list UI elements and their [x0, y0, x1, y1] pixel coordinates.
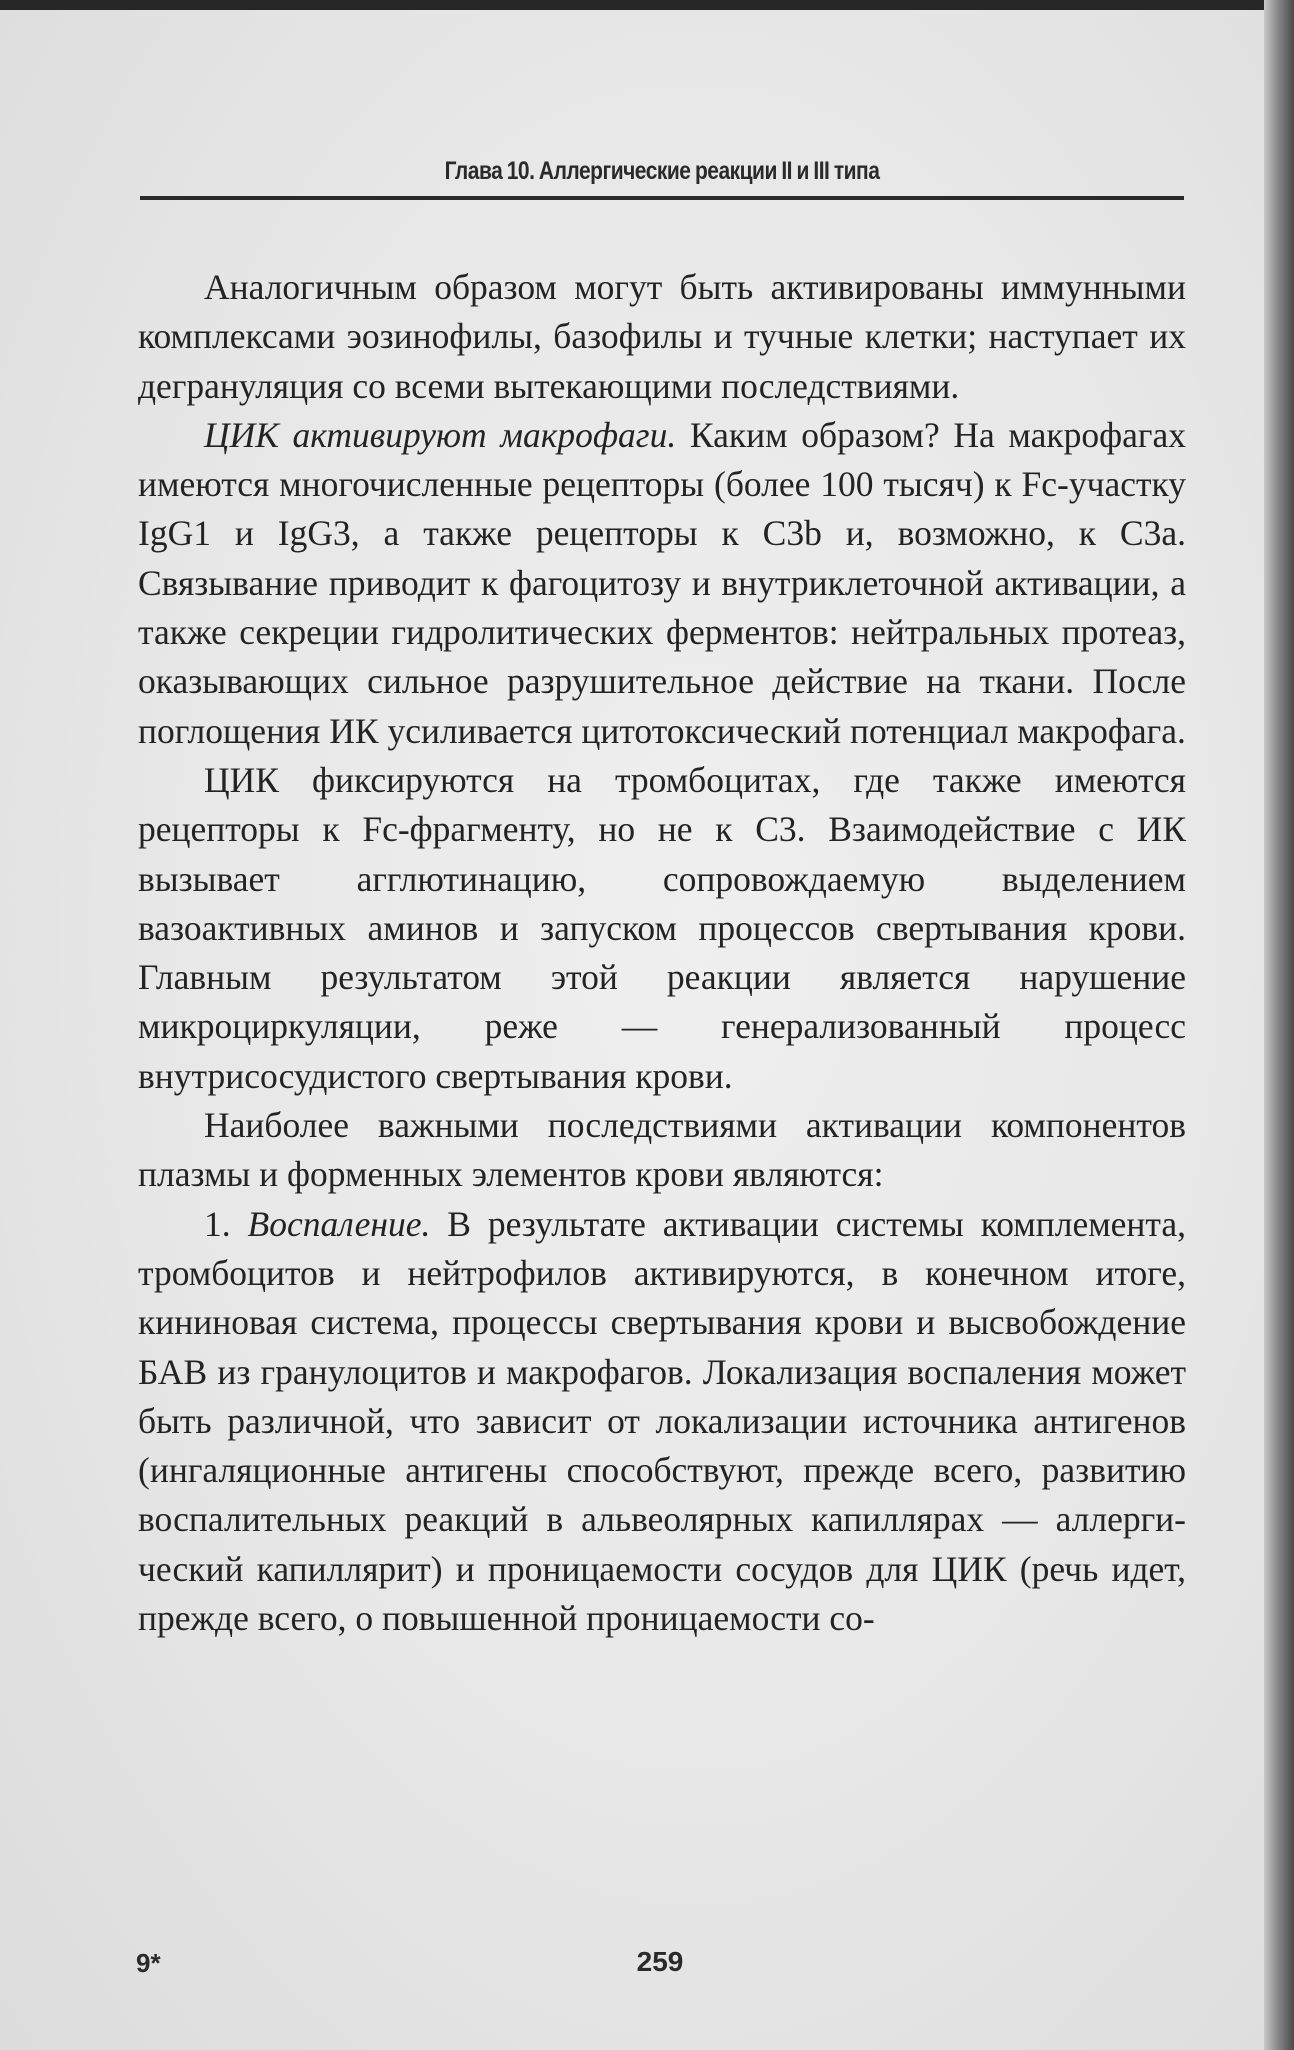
book-page — [0, 10, 1264, 2050]
running-head: Глава 10. Аллергические реакции II и III типа — [444, 157, 880, 185]
scan-right-edge — [1264, 0, 1294, 2050]
header-rule — [140, 196, 1184, 200]
paragraph-1 — [138, 263, 1186, 411]
paragraph-text: ЦИК фиксируются на тромбоцитах, где также имеются рецепторы к Fc-фрагменту, но не к C3. Взаимодействие с ИК вызывает агглютинацию, сопровождаемую выделением вазоактивных аминов и запуском процессов свертывания крови. Главным результатом этой реакции является нарушение микроциркуляции, реже — генерализованный процесс внутрисосудистого свертывания крови. — [138, 759, 1186, 1096]
paragraph-2 — [138, 411, 1186, 756]
paragraph-lead-italic: Воспаление. — [247, 1203, 431, 1244]
paragraph-text: Каким образом? На макрофагах имеются многочисленные рецепторы (более 100 тысяч) к Fc-участку IgG1 и IgG3, а также рецепторы к C3b и, возможно, к C3a. Связывание приводит к фагоцитозу и внутриклеточной активации, а также секреции гидролитических ферментов: нейтральных протеаз, оказывающих сильное разрушительное действие на ткани. После поглощения ИК усиливается цитотоксический потенциал макрофага. — [138, 414, 1186, 751]
signature-mark: 9* — [136, 1948, 161, 1978]
paragraph-lead-italic: ЦИК активируют макрофаги. — [204, 414, 677, 455]
page-number: 259 — [636, 1946, 684, 1977]
paragraph-text: Аналогичным образом могут быть активированы иммунными комплексами эозинофилы, базофилы и тучные клетки; наступает их дегрануляция со всеми вытекающими последствиями. — [138, 267, 1186, 406]
paragraph-5-list-item — [138, 1200, 1186, 1644]
paragraph-4 — [138, 1101, 1186, 1200]
paragraph-text: Наиболее важными последствиями активации компонентов плазмы и форменных элементов крови являются: — [138, 1105, 1186, 1195]
page-body — [138, 263, 1186, 1643]
paragraph-text: В результате активации системы комплемента, тромбоцитов и нейтрофилов активируются, в конечном итоге, кининовая система, процессы свертывания крови и высвобождение БАВ из гранулоцитов и макрофагов. Локализация воспаления может быть различной, что зависит от локализации источника антигенов (ингаляционные антигены способствуют, прежде всего, развитию воспалительных реакций в альвеолярных капиллярах — аллергический капиллярит) и проницаемости сосудов для ЦИК (речь идет, прежде всего, о повышенной проницаемости со- — [138, 1203, 1186, 1639]
list-number: 1. — [204, 1203, 248, 1244]
paragraph-3 — [138, 756, 1186, 1101]
